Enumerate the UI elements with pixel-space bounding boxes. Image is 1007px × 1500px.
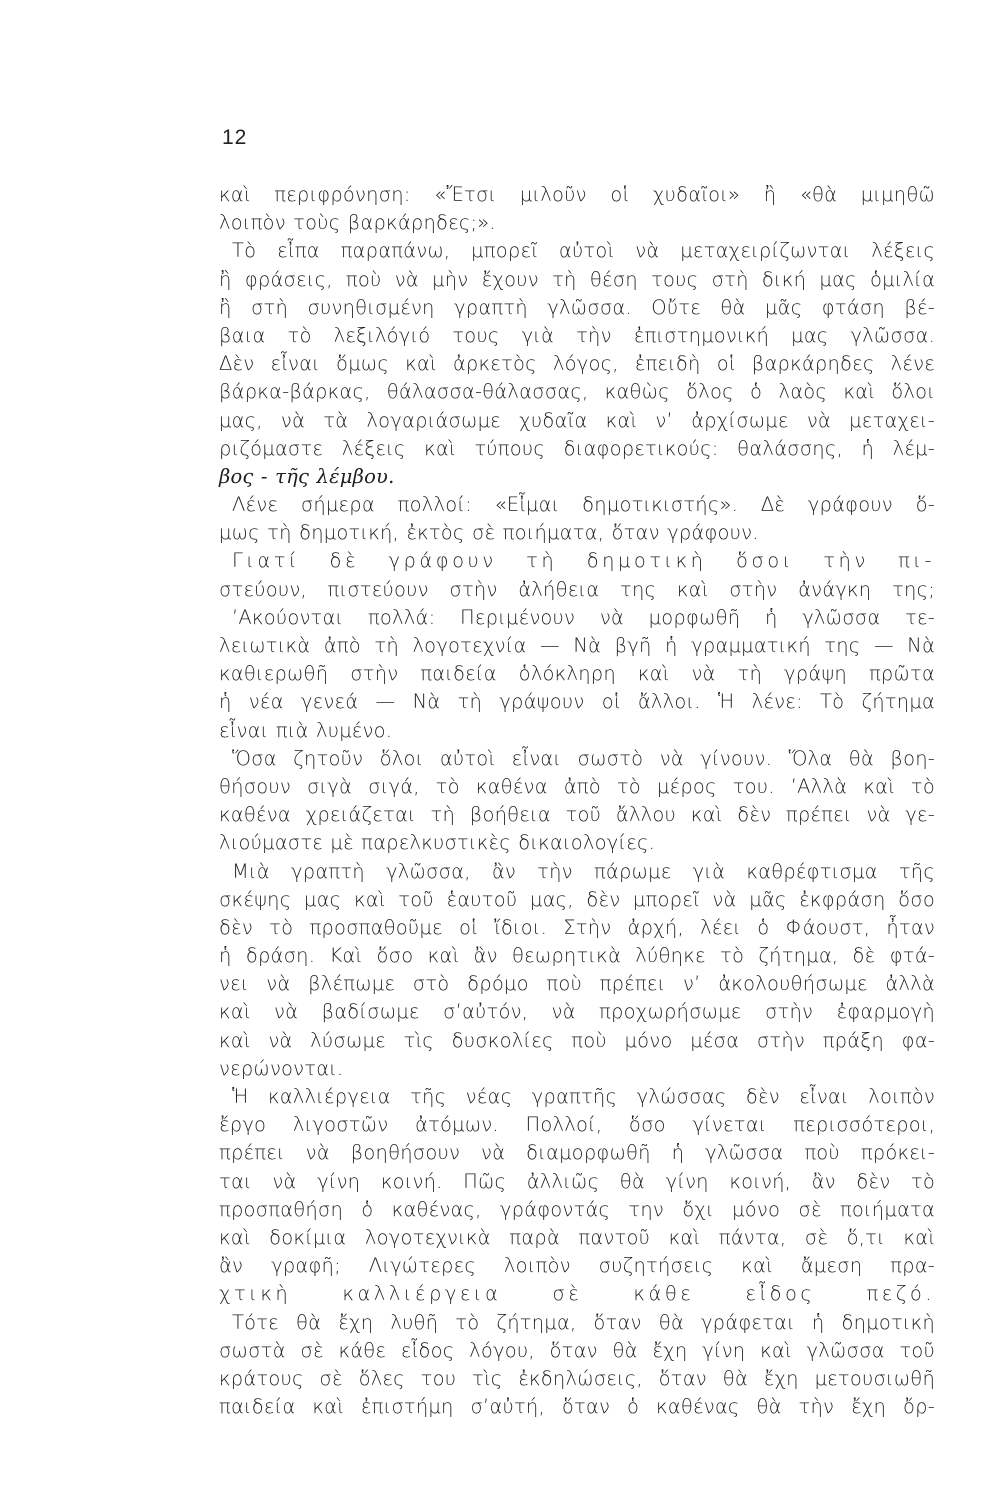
text-line: Γιατί δὲ γράφουν τὴ δημοτικὴ ὅσοι τὴν πι-	[232, 549, 935, 573]
text-line: Δὲν εἶναι ὅμως καὶ ἀρκετὸς λόγος, ἐπειδὴ οἱ βαρκάρηδες λένε	[219, 352, 935, 376]
page-number: 12	[222, 126, 248, 149]
text-line: μας, νὰ τὰ λογαριάσωμε χυδαῖα καὶ ν’ ἀρχίσωμε νὰ μεταχει-	[219, 408, 935, 432]
text-line: χτικὴ καλλιέργεια σὲ κάθε εἶδος πεζό.	[219, 1282, 935, 1306]
text-line: λιούμαστε μὲ παρελκυστικὲς δικαιολογίες.	[219, 831, 656, 855]
text-line: καὶ δοκίμια λογοτεχνικὰ παρὰ παντοῦ καὶ πάντα, σὲ ὅ,τι καὶ	[219, 1225, 935, 1249]
text-line: θήσουν σιγὰ σιγά, τὸ καθένα ἀπὸ τὸ μέρος του. ’Αλλὰ καὶ τὸ	[219, 774, 935, 798]
text-line: σωστὰ σὲ κάθε εἶδος λόγου, ὅταν θὰ ἔχη γίνη καὶ γλῶσσα τοῦ	[219, 1338, 935, 1362]
text-line: ἢ στὴ συνηθισμένη γραπτὴ γλῶσσα. Οὔτε θὰ μᾶς φτάση βέ-	[219, 295, 935, 319]
body-text	[219, 181, 935, 1421]
text-line: νερώνονται.	[219, 1056, 344, 1080]
text-line: πρέπει νὰ βοηθήσουν νὰ διαμορφωθῆ ἡ γλῶσσα ποὺ πρόκει-	[219, 1141, 935, 1165]
text-line: ἔργο λιγοστῶν ἀτόμων. Πολλοί, ὅσο γίνεται περισσότεροι,	[219, 1113, 935, 1137]
text-line: κράτους σὲ ὅλες του τὶς ἐκδηλώσεις, ὅταν θὰ ἔχη μετουσιωθῆ	[219, 1366, 935, 1390]
text-line: καθένα χρειάζεται τὴ βοήθεια τοῦ ἄλλου καὶ δὲν πρέπει νὰ γε-	[219, 803, 935, 827]
text-line: λειωτικὰ ἀπὸ τὴ λογοτεχνία — Νὰ βγῆ ἡ γραμματική της — Νὰ	[219, 634, 935, 657]
text-line: Τότε θὰ ἔχη λυθῆ τὸ ζήτημα, ὅταν θὰ γράφεται ἡ δημοτικὴ	[232, 1310, 935, 1334]
text-line: Ὅσα ζητοῦν ὅλοι αὐτοὶ εἶναι σωστὸ νὰ γίνουν. Ὅλα θὰ βοη-	[232, 746, 935, 770]
text-line: βος - τῆς λέμβου.	[219, 464, 395, 488]
text-line: καὶ περιφρόνηση: «Ἔτσι μιλοῦν οἱ χυδαῖοι» ἢ «θὰ μιμηθῶ	[219, 183, 935, 206]
text-line: εἶναι πιὰ λυμένο.	[219, 718, 393, 742]
text-line: μως τὴ δημοτική, ἐκτὸς σὲ ποιήματα, ὅταν γράφουν.	[219, 521, 759, 545]
text-line: ἢ φράσεις, ποὺ νὰ μὴν ἔχουν τὴ θέση τους στὴ δική μας ὁμιλία	[219, 267, 935, 291]
text-line: καθιερωθῆ στὴν παιδεία ὁλόκληρη καὶ νὰ τὴ γράψη πρῶτα	[219, 662, 935, 686]
text-line: ἡ νέα γενεά — Νὰ τὴ γράψουν οἱ ἄλλοι. Ἡ λένε: Τὸ ζήτημα	[219, 690, 935, 714]
text-line: βαια τὸ λεξιλόγιό τους γιὰ τὴν ἐπιστημονική μας γλῶσσα.	[219, 323, 935, 347]
text-line: παιδεία καὶ ἐπιστήμη σ’αὐτή, ὅταν ὁ καθένας θὰ τὴν ἔχη ὄρ-	[219, 1395, 935, 1419]
text-line: σκέψης μας καὶ τοῦ ἑαυτοῦ μας, δὲν μπορεῖ νὰ μᾶς ἐκφράση ὅσο	[219, 887, 935, 911]
text-line: ται νὰ γίνη κοινή. Πῶς ἀλλιῶς θὰ γίνη κοινή, ἂν δὲν τὸ	[219, 1169, 935, 1193]
text-line: Μιὰ γραπτὴ γλῶσσα, ἂν τὴν πάρωμε γιὰ καθρέφτισμα τῆς	[232, 859, 935, 883]
text-line: Ἡ καλλιέργεια τῆς νέας γραπτῆς γλώσσας δὲν εἶναι λοιπὸν	[232, 1085, 935, 1108]
text-line: προσπαθήση ὁ καθένας, γράφοντάς την ὄχι μόνο σὲ ποιήματα	[219, 1197, 935, 1221]
text-line: καὶ νὰ λύσωμε τὶς δυσκολίες ποὺ μόνο μέσα στὴν πράξη φα-	[219, 1028, 935, 1052]
text-line: ’Ακούονται πολλά: Περιμένουν νὰ μορφωθῆ ἡ γλῶσσα τε-	[232, 605, 935, 629]
text-line: λοιπὸν τοὺς βαρκάρηδες;».	[219, 211, 496, 235]
text-line: νει νὰ βλέπωμε στὸ δρόμο ποὺ πρέπει ν’ ἀκολουθήσωμε ἀλλὰ	[219, 972, 935, 996]
text-line: ἂν γραφῆ; Λιγώτερες λοιπὸν συζητήσεις καὶ ἄμεση πρα-	[219, 1254, 935, 1278]
text-line: δὲν τὸ προσπαθοῦμε οἱ ἴδιοι. Στὴν ἀρχή, λέει ὁ Φάουστ, ἦταν	[219, 915, 935, 939]
text-line: Τὸ εἶπα παραπάνω, μπορεῖ αὐτοὶ νὰ μεταχειρίζωνται λέξεις	[232, 239, 935, 263]
text-line: βάρκα-βάρκας, θάλασσα-θάλασσας, καθὼς ὅλος ὁ λαὸς καὶ ὅλοι	[219, 380, 935, 404]
text-line: Λένε σήμερα πολλοί: «Εἶμαι δημοτικιστής». Δὲ γράφουν ὅ-	[232, 493, 935, 517]
text-line: καὶ νὰ βαδίσωμε σ’αὐτόν, νὰ προχωρήσωμε στὴν ἐφαρμογὴ	[219, 1000, 935, 1024]
text-line: στεύουν, πιστεύουν στὴν ἀλήθεια της καὶ στὴν ἀνάγκη της;	[219, 577, 935, 601]
text-line: ριζόμαστε λέξεις καὶ τύπους διαφορετικούς: θαλάσσης, ἡ λέμ-	[219, 436, 935, 460]
text-line: ἡ δράση. Καὶ ὅσο καὶ ἂν θεωρητικὰ λύθηκε τὸ ζήτημα, δὲ φτά-	[219, 944, 935, 968]
